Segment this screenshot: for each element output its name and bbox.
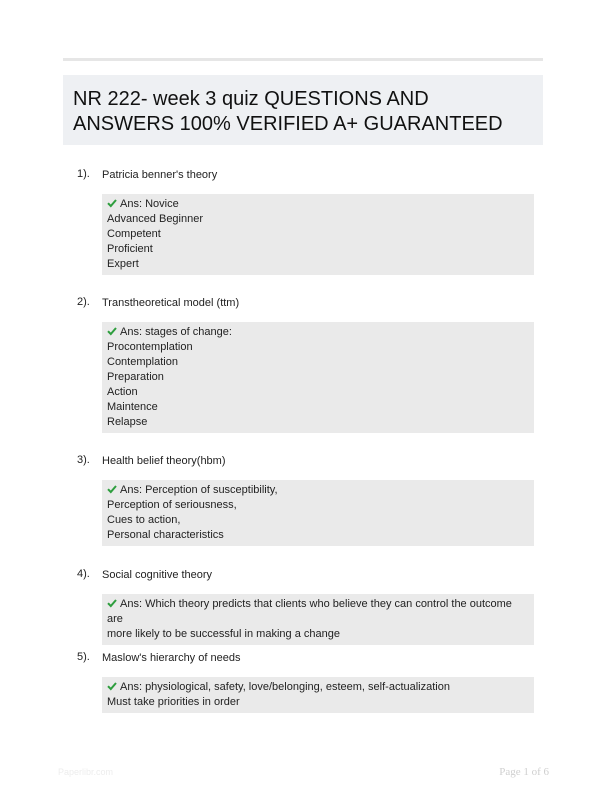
question-number: 3). xyxy=(77,454,90,466)
answer-line: Ans: stages of change: xyxy=(120,326,232,338)
answer-line: Preparation xyxy=(107,371,164,383)
document-title: NR 222- week 3 quiz QUESTIONS AND ANSWERS 100% VERIFIED A+ GUARANTEED xyxy=(73,88,503,135)
answer-line: Competent xyxy=(107,228,161,240)
question-block-4 xyxy=(63,568,543,645)
question-text: Patricia benner's theory xyxy=(102,169,218,181)
answer-line: Ans: physiological, safety, love/belonging, esteem, self-actualization xyxy=(120,681,450,693)
question-text: Maslow's hierarchy of needs xyxy=(102,652,241,664)
answer-box xyxy=(102,322,534,433)
answer-line: Proficient xyxy=(107,243,153,255)
answer-line: more likely to be successful in making a change xyxy=(107,628,340,640)
answer-line: Action xyxy=(107,386,138,398)
question-number: 2). xyxy=(77,296,90,308)
answer-line: Cues to action, xyxy=(107,514,181,526)
answer-line: Advanced Beginner xyxy=(107,213,204,225)
answer-line: Expert xyxy=(107,258,139,270)
answer-line: Ans: Perception of susceptibility, xyxy=(120,484,278,496)
checkmark-icon xyxy=(107,198,117,208)
checkmark-icon xyxy=(107,326,117,336)
question-text: Social cognitive theory xyxy=(102,569,213,581)
checkmark-icon xyxy=(107,681,117,691)
answer-line: Maintence xyxy=(107,401,158,413)
answer-box xyxy=(102,677,534,713)
watermark: Paperlibr.com xyxy=(58,767,114,777)
checkmark-icon xyxy=(107,598,117,608)
answer-box xyxy=(102,194,534,275)
question-block-2 xyxy=(63,296,543,433)
question-block-5 xyxy=(63,651,543,713)
question-number: 1). xyxy=(77,168,90,180)
answer-line: Relapse xyxy=(107,416,148,428)
question-block-1 xyxy=(63,168,543,275)
answer-box xyxy=(102,480,534,546)
checkmark-icon xyxy=(107,484,117,494)
answer-box xyxy=(102,594,534,645)
question-text: Transtheoretical model (ttm) xyxy=(102,297,240,309)
question-block-3 xyxy=(63,454,543,546)
answer-line: Perception of seriousness, xyxy=(107,499,237,511)
title-banner xyxy=(63,75,543,145)
answer-line: Must take priorities in order xyxy=(107,696,240,708)
question-number: 4). xyxy=(77,568,90,580)
top-divider xyxy=(63,58,543,61)
answer-line: Ans: Which theory predicts that clients who believe they can control the outcome are xyxy=(107,598,512,625)
answer-line: Ans: Novice xyxy=(120,198,179,210)
answer-line: Personal characteristics xyxy=(107,529,224,541)
answer-line: Procontemplation xyxy=(107,341,193,353)
question-text: Health belief theory(hbm) xyxy=(102,455,226,467)
page-indicator: Page 1 of 6 xyxy=(499,766,549,778)
answer-line: Contemplation xyxy=(107,356,178,368)
question-number: 5). xyxy=(77,651,90,663)
